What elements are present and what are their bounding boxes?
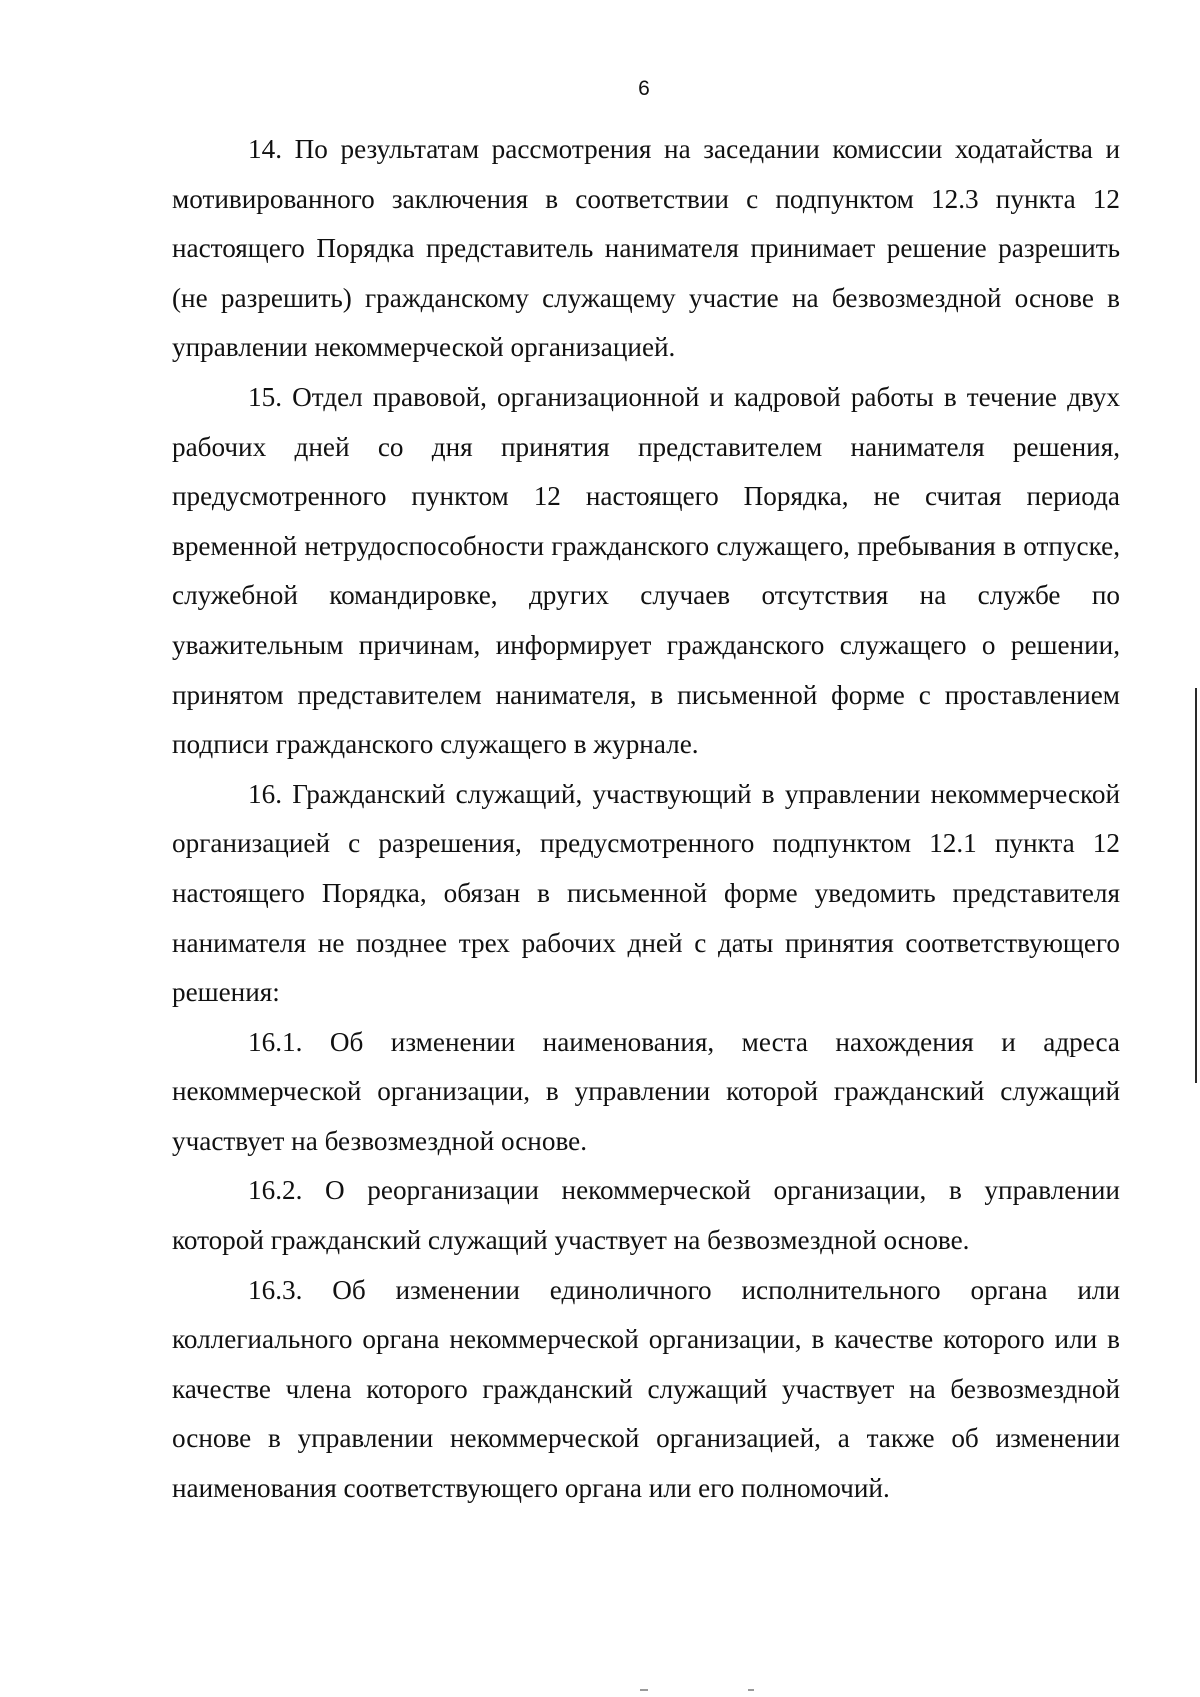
scan-speck bbox=[640, 1689, 648, 1691]
paragraph-16-1: 16.1. Об изменении наименования, места нахождения и адреса некоммерческой организации, в управлении которой гражданский служащий участвует на безвозмездной основе. bbox=[172, 1026, 1120, 1156]
scan-speck bbox=[748, 1689, 754, 1691]
paragraph-16-3: 16.3. Об изменении единоличного исполнительного органа или коллегиального органа некоммерческой организации, в качестве которого или в качестве члена которого гражданский служащий участвует на безвозмездной основе в управлении некоммерческой организацией, а также об изменении наименования соответствующего органа или его полномочий. bbox=[172, 1274, 1120, 1504]
document-body bbox=[172, 125, 1120, 1514]
page-number: 6 bbox=[638, 77, 650, 100]
paragraph-14: 14. По результатам рассмотрения на заседании комиссии ходатайства и мотивированного заключения в соответствии с подпунктом 12.3 пункта 12 настоящего Порядка представитель нанимателя принимает решение разрешить (не разрешить) гражданскому служащему участие на безвозмездной основе в управлении некоммерческой организацией. bbox=[172, 134, 1120, 363]
paragraph-15: 15. Отдел правовой, организационной и кадровой работы в течение двух рабочих дней со дня принятия представителем нанимателя решения, предусмотренного пунктом 12 настоящего Порядка, не считая периода временной нетрудоспособности гражданского служащего, пребывания в отпуске, служебной командировке, других случаев отсутствия на службе по уважительным причинам, информирует гражданского служащего о решении, принятом представителем нанимателя, в письменной форме с проставлением подписи гражданского служащего в журнале. bbox=[172, 381, 1120, 760]
paragraph-16-2: 16.2. О реорганизации некоммерческой организации, в управлении которой гражданский служащий участвует на безвозмездной основе. bbox=[172, 1175, 1120, 1256]
scan-artifacts bbox=[640, 1689, 760, 1692]
scan-edge-line bbox=[1195, 688, 1197, 1083]
paragraph-16: 16. Гражданский служащий, участвующий в управлении некоммерческой организацией с разрешения, предусмотренного подпунктом 12.1 пункта 12 настоящего Порядка, обязан в письменной форме уведомить представителя нанимателя не позднее трех рабочих дней с даты принятия соответствующего решения: bbox=[172, 778, 1120, 1008]
